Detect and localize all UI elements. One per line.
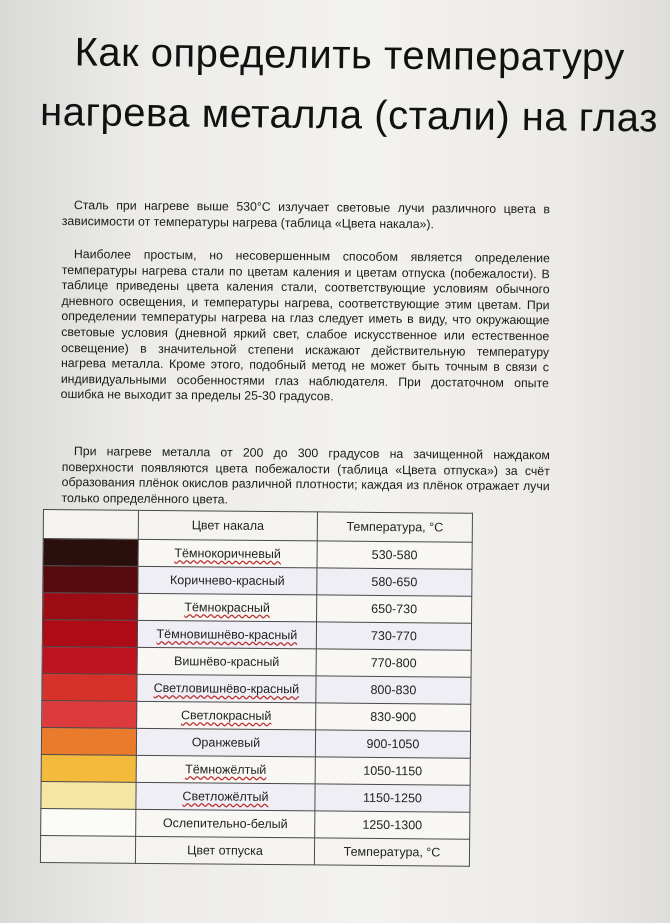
color-swatch — [41, 781, 136, 809]
temperature-cell: 1250-1300 — [315, 811, 470, 839]
color-name-cell — [136, 755, 315, 784]
color-name: Тёмновишнёво-красный — [156, 626, 298, 643]
color-name-cell — [138, 566, 317, 595]
color-name-cell — [137, 620, 316, 649]
color-name-cell — [137, 674, 316, 703]
heat-colors-table — [40, 509, 473, 867]
swatch-header-cell — [43, 510, 138, 540]
intro-paragraph: Сталь при нагреве выше 530°С излучает световые лучи различного цвета в зависимости от температуры нагрева (таблица «Цвета накала»). — [61, 198, 550, 232]
table-row — [41, 727, 470, 758]
color-name: Светлокрасный — [180, 708, 272, 724]
color-name: Светложёлтый — [182, 789, 269, 804]
temperature-cell: 1050-1150 — [315, 757, 470, 785]
swatch-footer-cell — [40, 835, 135, 863]
header-temp-cell: Температура, °С — [317, 512, 472, 542]
temperature-cell: 530-580 — [317, 541, 472, 569]
color-swatch — [42, 700, 137, 728]
footer-temp-cell: Температура, °С — [314, 838, 469, 866]
method-paragraph: Наиболее простым, но несовершенным способом является определение температуры нагрева стали по цветам каления и цветам отпуска (побежалости). В таблице приведены цвета каления стали, соответствующие условиям обычного дневного освещения, и температуры нагрева, соответствующие этим цветам. При определении температуры нагрева на глаз следует иметь в виду, что окружающие световые условия (дневной яркий свет, слабое искусственное или естественное освещение) в значительной степени искажают действительную температуру нагрева металла. Кроме этого, подобный метод не может быть точным в связи с индивидуальными особенностями глаз наблюдателя. При достаточном опыте ошибка не выходит за пределы 25-30 градусов. — [60, 247, 550, 405]
temperature-cell: 770-800 — [316, 649, 471, 677]
color-name-cell — [136, 809, 315, 838]
table-row — [43, 566, 472, 597]
color-name: Ослепительно-белый — [162, 816, 288, 832]
table-row — [42, 646, 471, 677]
temperature-cell: 650-730 — [317, 595, 472, 623]
color-name-cell — [136, 728, 315, 757]
color-swatch — [41, 808, 136, 836]
temperature-cell: 900-1050 — [315, 730, 470, 758]
color-name: Светловишнёво-красный — [153, 680, 300, 697]
table-row — [42, 673, 471, 704]
color-swatch — [43, 539, 138, 567]
color-swatch — [41, 754, 136, 782]
color-name-cell — [138, 539, 317, 568]
table-row — [42, 620, 471, 651]
color-name-cell — [138, 593, 317, 622]
table-row — [41, 781, 470, 812]
table-row — [43, 539, 472, 570]
table-row — [42, 700, 471, 731]
color-name-cell — [137, 701, 316, 730]
temperature-cell: 1150-1250 — [315, 784, 470, 812]
color-name: Коричнево-красный — [169, 573, 285, 589]
color-name: Тёмнокрасный — [184, 600, 270, 615]
table-row — [41, 754, 470, 785]
color-name-cell — [137, 647, 316, 676]
color-swatch — [41, 727, 136, 755]
temper-colors-paragraph: При нагреве металла от 200 до 300 градусов на зачищенной наждаком поверхности появляются цвета побежалости (таблица «Цвета отпуска») за счёт образования плёнок окислов различной плотности; каждая из плёнок отражает лучи только определённого цвета. — [61, 444, 550, 507]
color-swatch — [43, 566, 138, 594]
page-title: Как определить температуру нагрева металла (стали) на глаз — [39, 30, 659, 141]
table-row — [43, 593, 472, 624]
table-footer-row — [40, 835, 469, 866]
table-row — [41, 808, 470, 839]
color-name: Оранжевый — [191, 735, 261, 750]
color-name: Тёмножёлтый — [185, 762, 267, 777]
header-color-cell: Цвет накала — [138, 510, 317, 541]
color-name: Тёмнокоричневый — [174, 546, 281, 562]
color-name-cell — [136, 782, 315, 811]
color-swatch — [42, 646, 137, 674]
table-header-row — [43, 510, 472, 543]
temperature-cell: 800-830 — [316, 676, 471, 704]
temperature-cell: 730-770 — [316, 622, 471, 650]
temperature-cell: 580-650 — [317, 568, 472, 596]
temperature-cell: 830-900 — [316, 703, 471, 731]
color-swatch — [43, 593, 138, 621]
footer-color-cell: Цвет отпуска — [135, 836, 314, 865]
color-name: Вишнёво-красный — [173, 654, 280, 670]
color-swatch — [42, 620, 137, 648]
color-swatch — [42, 673, 137, 701]
